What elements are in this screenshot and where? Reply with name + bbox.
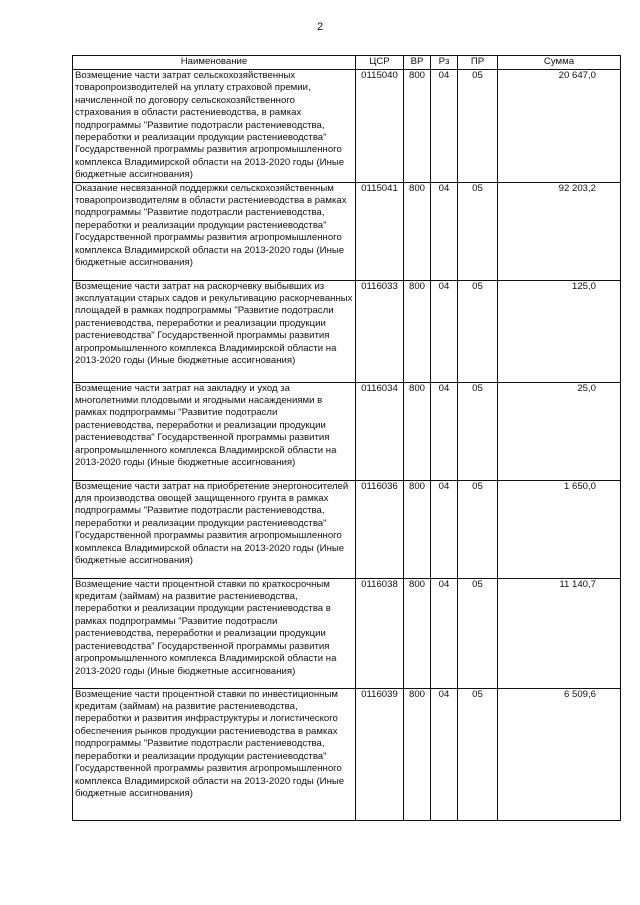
row-sum: 25,0	[498, 382, 621, 480]
row-sum: 20 647,0	[498, 70, 621, 183]
row-sum: 1 650,0	[498, 480, 621, 578]
page-number: 2	[316, 21, 324, 33]
table-row	[73, 688, 621, 820]
budget-table	[72, 55, 621, 821]
row-vr: 800	[404, 382, 431, 480]
row-vr: 800	[404, 480, 431, 578]
row-name: Возмещение части затрат на раскорчевку выбывших из эксплуатации старых садов и рекультивацию раскорчеванных площадей в рамках подпрограммы "Развитие подотрасли растениеводства, переработки и реализации продукции растениеводства" Государственной программы развития агропромышленного комплекса Владимирской области на 2013-2020 годы (Иные бюджетные ассигнования)	[73, 280, 356, 382]
row-csr: 0116036	[356, 480, 404, 578]
row-pr: 05	[458, 480, 498, 578]
row-rz: 04	[431, 578, 458, 688]
header-vr: ВР	[404, 56, 431, 70]
row-name: Возмещение части процентной ставки по краткосрочным кредитам (займам) на развитие растениеводства, переработки и реализации продукции растениеводства в рамках подпрограммы "Развитие подотрасли растениеводства, переработки и реализации продукции растениеводства" Государственной программы развития агропромышленного комплекса Владимирской области на 2013-2020 годы (Иные бюджетные ассигнования)	[73, 578, 356, 688]
row-csr: 0116034	[356, 382, 404, 480]
row-sum: 6 509,6	[498, 688, 621, 820]
row-pr: 05	[458, 382, 498, 480]
header-sum: Сумма	[498, 56, 621, 70]
row-vr: 800	[404, 688, 431, 820]
row-csr: 0115040	[356, 70, 404, 183]
row-pr: 05	[458, 578, 498, 688]
row-rz: 04	[431, 70, 458, 183]
table-row	[73, 70, 621, 183]
table-row	[73, 382, 621, 480]
row-sum: 92 203,2	[498, 182, 621, 280]
row-pr: 05	[458, 688, 498, 820]
row-sum: 125,0	[498, 280, 621, 382]
row-rz: 04	[431, 688, 458, 820]
row-pr: 05	[458, 182, 498, 280]
row-name: Оказание несвязанной поддержки сельскохозяйственным товаропроизводителям в области растениеводства в рамках подпрограммы "Развитие подотрасли растениеводства, переработки и реализации продукции растениеводства" Государственной программы развития агропромышленного комплекса Владимирской области на 2013-2020 годы (Иные бюджетные ассигнования)	[73, 182, 356, 280]
row-vr: 800	[404, 280, 431, 382]
row-rz: 04	[431, 382, 458, 480]
row-vr: 800	[404, 578, 431, 688]
row-csr: 0116038	[356, 578, 404, 688]
header-rz: Рз	[431, 56, 458, 70]
row-rz: 04	[431, 480, 458, 578]
table-row	[73, 480, 621, 578]
table-row	[73, 578, 621, 688]
row-name: Возмещение части затрат сельскохозяйственных товаропроизводителей на уплату страховой премии, начисленной по договору сельскохозяйственного страхования в области растениеводства, в рамках подпрограммы "Развитие подотрасли растениеводства, переработки и реализации продукции растениеводства" Государственной программы развития агропромышленного комплекса Владимирской области на 2013-2020 годы (Иные бюджетные ассигнования)	[73, 70, 356, 183]
header-pr: ПР	[458, 56, 498, 70]
row-pr: 05	[458, 70, 498, 183]
row-name: Возмещение части затрат на закладку и уход за многолетними плодовыми и ягодными насаждениями в рамках подпрограммы "Развитие подотрасли растениеводства, переработки и реализации продукции растениеводства" Государственной программы развития агропромышленного комплекса Владимирской области на 2013-2020 годы (Иные бюджетные ассигнования)	[73, 382, 356, 480]
table-header-row	[73, 56, 621, 70]
table-row	[73, 182, 621, 280]
table-row	[73, 280, 621, 382]
row-name: Возмещение части затрат на приобретение энергоносителей для производства овощей защищенного грунта в рамках подпрограммы "Развитие подотрасли растениеводства, переработки и реализации продукции растениеводства" Государственной программы развития агропромышленного комплекса Владимирской области на 2013-2020 годы (Иные бюджетные ассигнования)	[73, 480, 356, 578]
header-csr: ЦСР	[356, 56, 404, 70]
row-pr: 05	[458, 280, 498, 382]
row-csr: 0116033	[356, 280, 404, 382]
header-name: Наименование	[73, 56, 356, 70]
row-vr: 800	[404, 70, 431, 183]
row-rz: 04	[431, 280, 458, 382]
row-csr: 0115041	[356, 182, 404, 280]
row-csr: 0116039	[356, 688, 404, 820]
row-name: Возмещение части процентной ставки по инвестиционным кредитам (займам) на развитие растениеводства, переработки и развития инфраструктуры и логистического обеспечения рынков продукции растениеводства в рамках подпрограммы "Развитие подотрасли растениеводства, переработки и реализации продукции растениеводства" Государственной программы развития агропромышленного комплекса Владимирской области на 2013-2020 годы (Иные бюджетные ассигнования)	[73, 688, 356, 820]
row-sum: 11 140,7	[498, 578, 621, 688]
row-rz: 04	[431, 182, 458, 280]
row-vr: 800	[404, 182, 431, 280]
